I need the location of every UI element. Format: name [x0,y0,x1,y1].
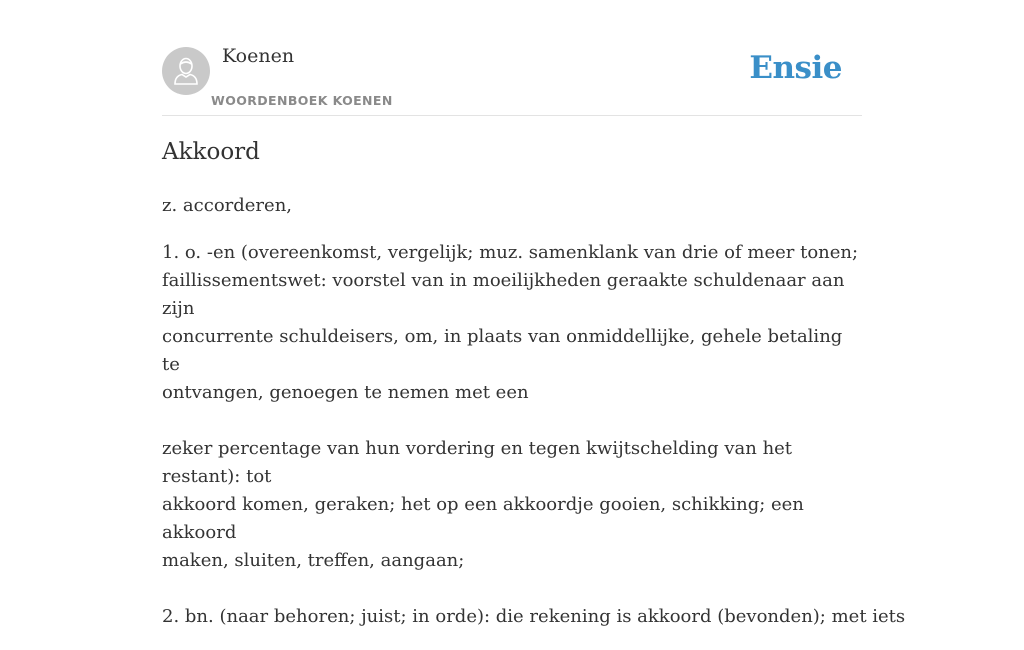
entry-line: concurrente schuldeisers, om, in plaats van onmiddellijke, gehele betaling te [162,326,843,375]
header [162,0,862,116]
entry-line: maken, sluiten, treffen, aangaan; [162,550,465,571]
user-avatar-icon[interactable] [162,47,210,95]
dictionary-name-link[interactable]: WOORDENBOEK KOENEN [211,93,393,108]
entry-body [162,192,906,650]
entry-line: akkoord komen, geraken; het op een akkoordje gooien, schikking; een akkoord [162,494,804,543]
brand-logo[interactable]: Ensie [749,50,842,86]
entry-line: zeker percentage van hun vordering en tegen kwijtschelding van het restant): tot [162,438,793,487]
entry-title: Akkoord [162,139,260,165]
entry-line: z. accorderen, [162,195,293,216]
entry-line: ontvangen, genoegen te nemen met een [162,382,529,403]
entry-paragraph-ref [162,192,862,220]
entry-paragraph-2 [162,603,906,631]
entry-paragraph-1b [162,435,862,575]
content-container [162,0,906,627]
entry-line: 2. bn. (naar behoren; juist; in orde): die rekening is akkoord (bevonden); met iets [162,606,906,627]
author-name-link[interactable]: Koenen [222,45,295,67]
entry-line: 1. o. -en (overeenkomst, vergelijk; muz. samenklank van drie of meer tonen; [162,242,859,263]
entry-line: faillissementswet: voorstel van in moeilijkheden geraakte schuldenaar aan zijn [162,270,845,319]
entry-paragraph-1a [162,239,862,407]
